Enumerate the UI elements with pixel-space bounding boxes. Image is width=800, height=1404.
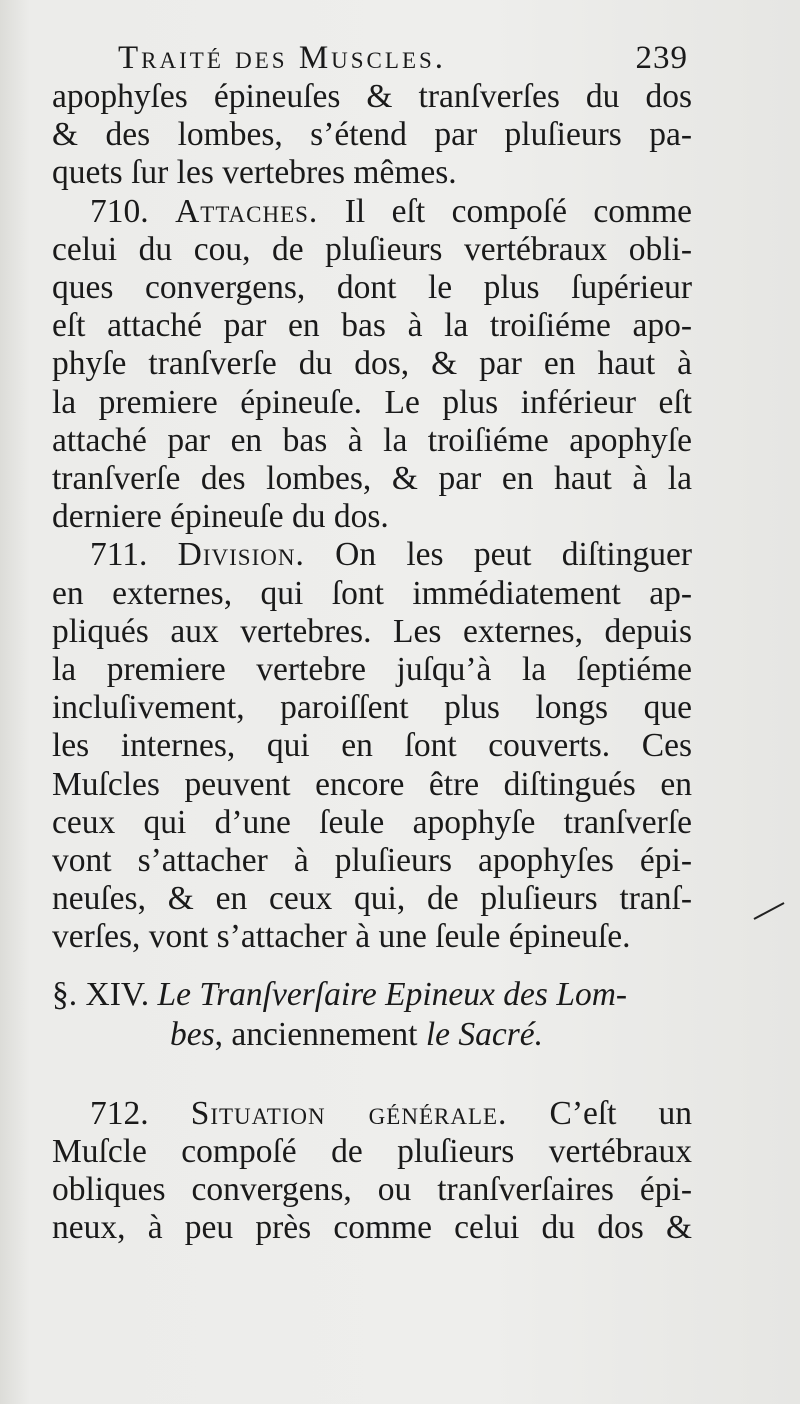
text-line: la premiere vertebre juſqu’à la ſeptiéme	[52, 651, 692, 689]
text-line: neux, à peu près comme celui du dos &	[52, 1209, 692, 1246]
text-line: vont s’attacher à pluſieurs apophyſes épi-	[52, 842, 692, 880]
section-title-line	[52, 975, 692, 1015]
text-line: quets ſur les vertebres mêmes.	[52, 154, 457, 192]
text-line: les internes, qui en ſont couverts. Ces	[52, 727, 692, 765]
paragraph-712	[52, 1095, 692, 1247]
text-line: obliques convergens, ou tranſverſaires épi-	[52, 1171, 692, 1208]
paragraph-711-first-line	[52, 536, 692, 574]
text-line: Muſcle compoſé de pluſieurs vertébraux	[52, 1133, 692, 1170]
page-number: 239	[635, 40, 688, 76]
paragraph-heading: Attaches.	[175, 192, 319, 230]
margin-pen-mark	[754, 902, 785, 920]
paragraph-710-first-line	[52, 193, 692, 231]
text-line: Muſcles peuvent encore être diſtingués en	[52, 765, 692, 803]
text-fragment: On les peut diſtinguer	[335, 536, 693, 574]
text-line: en externes, qui ſont immédiatement ap-	[52, 574, 692, 612]
section-title-continued: bes	[170, 1016, 215, 1053]
text-line: incluſivement, paroiſſent plus longs que	[52, 689, 692, 727]
section-title: Le Tranſverſaire Epineux des Lom-	[157, 976, 628, 1013]
running-header	[118, 40, 688, 77]
text-line: apophyſes épineuſes & tranſverſes du dos	[52, 78, 692, 115]
text-line: & des lombes, s’étend par pluſieurs pa-	[52, 116, 692, 154]
section-subtitle-line	[52, 1015, 692, 1055]
section-heading	[52, 975, 692, 1055]
paragraph-number: 712.	[90, 1095, 149, 1132]
running-title: Traité des Muscles.	[118, 40, 447, 76]
text-line: derniere épineuſe du dos.	[52, 498, 389, 536]
text-line: celui du cou, de pluſieurs vertébraux obli-	[52, 230, 692, 268]
text-line: neuſes, & en ceux qui, de pluſieurs tranſ-	[52, 880, 692, 918]
text-line: phyſe tranſverſe du dos, & par en haut à	[52, 345, 692, 383]
text-fragment: C’eſt un	[549, 1095, 693, 1132]
text-fragment: Il eſt compoſé comme	[344, 192, 693, 230]
text-line: attaché par en bas à la troiſiéme apophyſe	[52, 421, 692, 459]
section-subtitle-name: le Sacré.	[425, 1016, 544, 1053]
main-text	[52, 78, 692, 957]
paragraph-number: 710.	[90, 192, 149, 230]
text-line: eſt attaché par en bas à la troiſiéme apo-	[52, 307, 692, 345]
section-label: §. XIV.	[52, 976, 150, 1013]
paragraph-heading: Division.	[177, 536, 305, 574]
text-line: pliqués aux vertebres. Les externes, depuis	[52, 612, 692, 650]
text-line: verſes, vont s’attacher à une ſeule épineuſe.	[52, 918, 631, 956]
text-line: ceux qui d’une ſeule apophyſe tranſverſe	[52, 803, 692, 841]
text-line: la premiere épineuſe. Le plus inférieur eſt	[52, 383, 692, 421]
paragraph-712-first-line	[52, 1095, 692, 1133]
paragraph-number: 711.	[90, 536, 148, 574]
text-line: ques convergens, dont le plus ſupérieur	[52, 269, 692, 307]
paragraph-heading: Situation générale.	[190, 1095, 508, 1132]
text-line: tranſverſe des lombes, & par en haut à la	[52, 460, 692, 498]
section-subtitle-text: , anciennement	[214, 1016, 426, 1053]
